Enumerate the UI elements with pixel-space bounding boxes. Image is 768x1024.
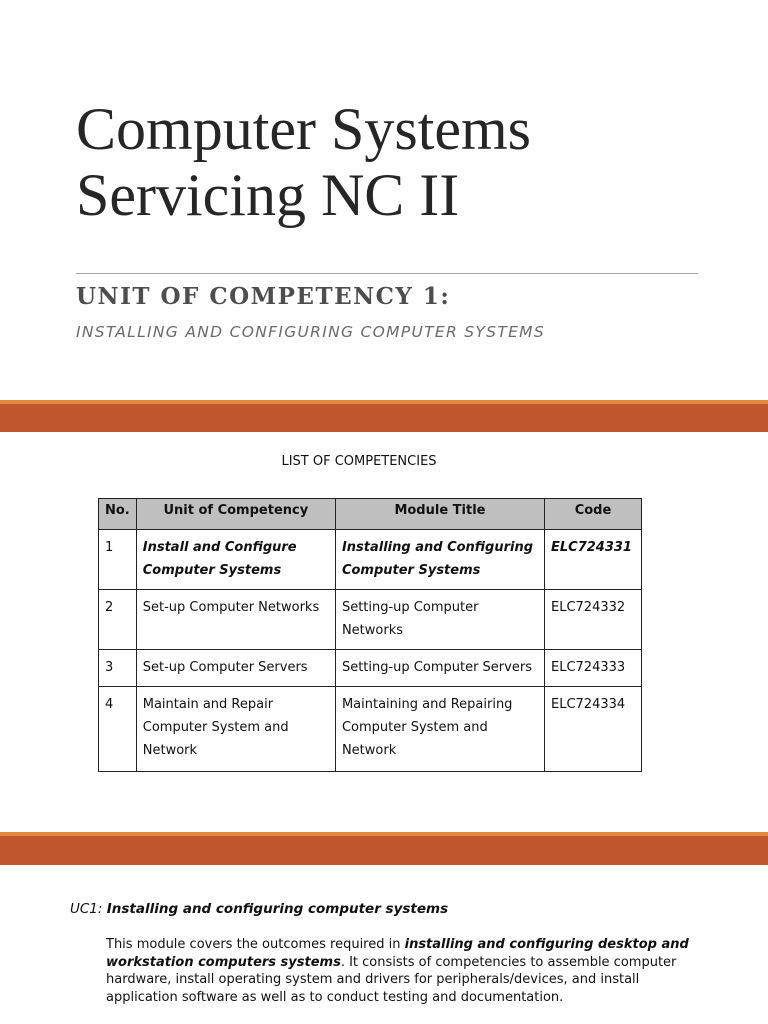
module-description xyxy=(106,936,706,1006)
cell-code: ELC724334 xyxy=(545,687,642,772)
cell-unit: Set-up Computer Networks xyxy=(136,590,335,650)
title-line-1: Computer Systems xyxy=(76,96,532,162)
decorative-band-top xyxy=(0,400,768,432)
uc1-label: UC1: xyxy=(70,901,103,917)
cell-code: ELC724331 xyxy=(545,530,642,590)
table-header-row xyxy=(99,499,642,530)
uc1-heading xyxy=(70,901,448,917)
page-title xyxy=(76,96,716,228)
cell-code: ELC724333 xyxy=(545,650,642,687)
cell-unit: Maintain and Repair Computer System and Network xyxy=(136,687,335,772)
description-emphasis: installing and configuring desktop and workstation computers systems xyxy=(106,937,689,970)
header-no: No. xyxy=(99,499,137,530)
cell-module: Maintaining and Repairing Computer System and Network xyxy=(335,687,544,772)
competencies-table xyxy=(98,498,642,772)
title-line-2: Servicing NC II xyxy=(76,162,460,228)
header-unit: Unit of Competency xyxy=(136,499,335,530)
cell-no: 4 xyxy=(99,687,137,772)
unit-subtitle: INSTALLING AND CONFIGURING COMPUTER SYSTEMS xyxy=(76,323,545,341)
table-row xyxy=(99,530,642,590)
table-row xyxy=(99,650,642,687)
cell-module: Setting-up Computer Networks xyxy=(335,590,544,650)
unit-heading: UNIT OF COMPETENCY 1: xyxy=(76,283,451,310)
cell-no: 2 xyxy=(99,590,137,650)
header-code: Code xyxy=(545,499,642,530)
description-part-1: This module covers the outcomes required in xyxy=(106,937,405,952)
title-divider xyxy=(76,273,698,274)
list-title: LIST OF COMPETENCIES xyxy=(281,454,437,469)
cell-unit: Install and Configure Computer Systems xyxy=(136,530,335,590)
table-row xyxy=(99,687,642,772)
cell-code: ELC724332 xyxy=(545,590,642,650)
decorative-band-bottom xyxy=(0,832,768,865)
cell-module: Setting-up Computer Servers xyxy=(335,650,544,687)
uc1-title: Installing and configuring computer systems xyxy=(106,901,449,917)
table-row xyxy=(99,590,642,650)
cell-unit: Set-up Computer Servers xyxy=(136,650,335,687)
cell-module: Installing and Configuring Computer Systems xyxy=(335,530,544,590)
header-module: Module Title xyxy=(335,499,544,530)
cell-no: 3 xyxy=(99,650,137,687)
description-part-2: . It consists of competencies to assemble computer hardware, install operating system and drivers for peripherals/devices, and install application software as well as to conduct testing and documentation. xyxy=(106,954,677,1005)
cell-no: 1 xyxy=(99,530,137,590)
